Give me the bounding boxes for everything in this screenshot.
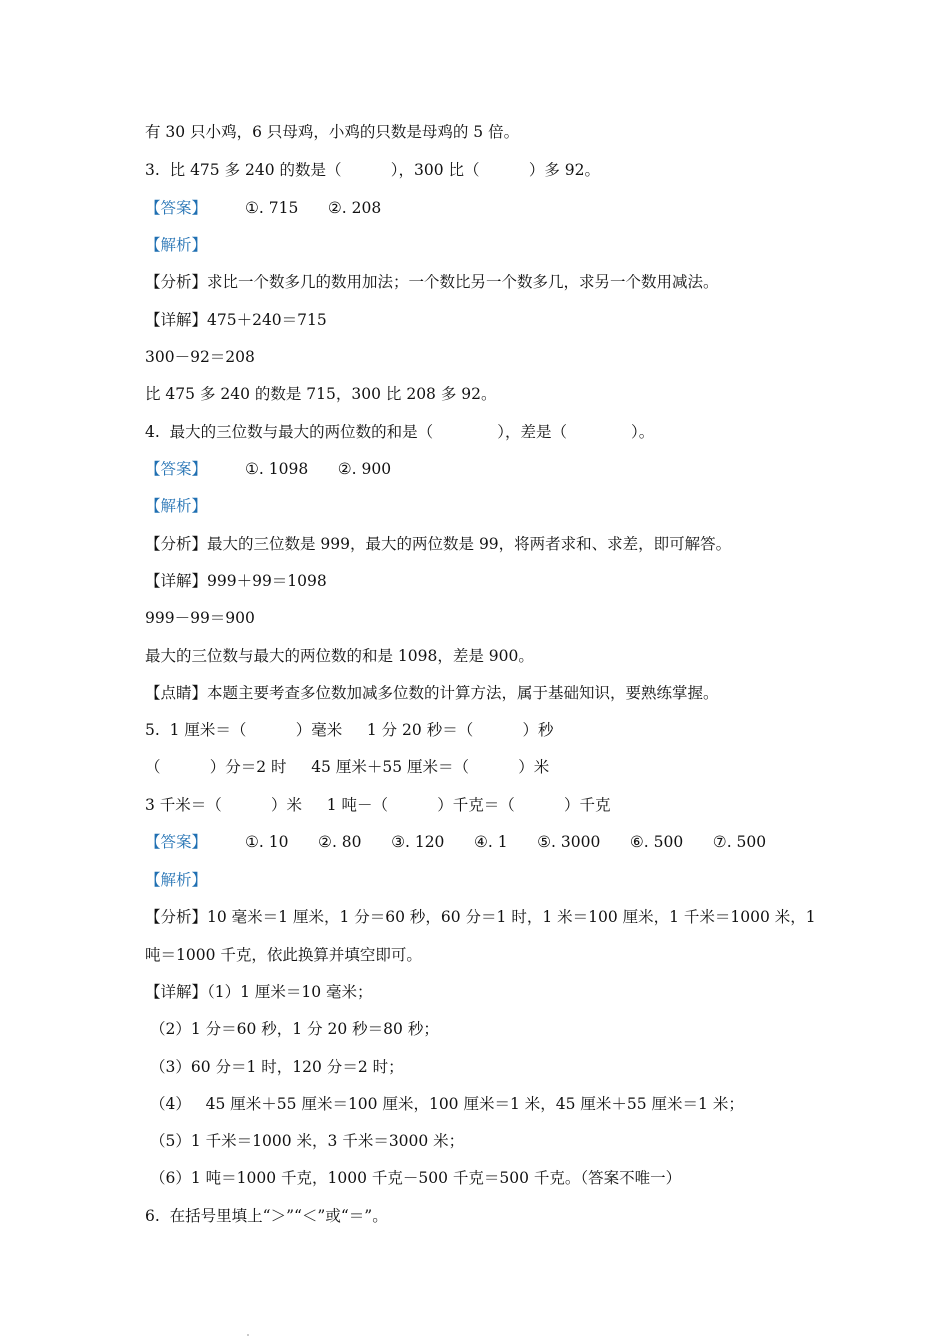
analysis-text: 【分析】最大的三位数是 999，最大的两位数是 99，将两者求和、求差，即可解答。 <box>145 535 732 553</box>
analysis-tag: 【解析】 <box>145 497 208 515</box>
question-6: 6. 在括号里填上“＞”“＜”或“＝”。 <box>145 1207 388 1225</box>
answer-values: ①. 1098 ②. 900 <box>245 460 392 478</box>
detail-text: 999－99＝900 <box>145 609 255 627</box>
answer-row <box>145 198 381 218</box>
detail-text: （6）1 吨＝1000 千克，1000 千克－500 千克＝500 千克。（答案不唯一） <box>150 1169 682 1187</box>
answer-tag: 【答案】 <box>145 460 208 478</box>
detail-text: （5）1 千米＝1000 米，3 千米＝3000 米； <box>150 1132 465 1150</box>
detail-text: 【详解】999＋99＝1098 <box>145 572 327 590</box>
answer-row <box>145 832 766 852</box>
question-3: 3. 比 475 多 240 的数是（ ），300 比（ ）多 92。 <box>145 161 600 179</box>
question-5: 5. 1 厘米＝（ ）毫米 1 分 20 秒＝（ ）秒 <box>145 721 554 739</box>
detail-text: 最大的三位数与最大的两位数的和是 1098，差是 900。 <box>145 647 534 665</box>
detail-text: 【详解】（1）1 厘米＝10 毫米； <box>145 983 373 1001</box>
detail-text: （2）1 分＝60 秒，1 分 20 秒＝80 秒； <box>150 1020 439 1038</box>
analysis-tag: 【解析】 <box>145 236 208 254</box>
detail-text: （4） 45 厘米＋55 厘米＝100 厘米，100 厘米＝1 米，45 厘米＋55 厘米＝1 米； <box>150 1095 744 1113</box>
question-4: 4. 最大的三位数与最大的两位数的和是（ ），差是（ ）。 <box>145 423 655 441</box>
analysis-tag: 【解析】 <box>145 871 208 889</box>
tip-text: 【点睛】本题主要考查多位数加减多位数的计算方法，属于基础知识，要熟练掌握。 <box>145 684 719 702</box>
page-mark <box>247 1334 249 1336</box>
analysis-text: 【分析】10 毫米＝1 厘米，1 分＝60 秒，60 分＝1 时，1 米＝100 厘米，1 千米＝1000 米，1 <box>145 908 816 926</box>
detail-text: 300－92＝208 <box>145 348 255 366</box>
answer-values: ①. 10 ②. 80 ③. 120 ④. 1 ⑤. 3000 ⑥. 500 ⑦. 500 <box>245 833 767 851</box>
answer-tag: 【答案】 <box>145 833 208 851</box>
question-5: 3 千米＝（ ）米 1 吨－（ ）千克＝（ ）千克 <box>145 796 611 814</box>
analysis-text: 吨＝1000 千克，依此换算并填空即可。 <box>145 946 422 964</box>
detail-text: 【详解】475＋240＝715 <box>145 311 327 329</box>
detail-text: （3）60 分＝1 时，120 分＝2 时； <box>150 1058 404 1076</box>
detail-text: 比 475 多 240 的数是 715，300 比 208 多 92。 <box>145 385 497 403</box>
analysis-text: 【分析】求比一个数多几的数用加法；一个数比另一个数多几，求另一个数用减法。 <box>145 273 719 291</box>
answer-values: ①. 715 ②. 208 <box>245 199 382 217</box>
answer-row <box>145 459 391 479</box>
answer-tag: 【答案】 <box>145 199 208 217</box>
text-line: 有 30 只小鸡，6 只母鸡，小鸡的只数是母鸡的 5 倍。 <box>145 123 520 141</box>
question-5: （ ）分＝2 时 45 厘米＋55 厘米＝（ ）米 <box>145 758 550 776</box>
